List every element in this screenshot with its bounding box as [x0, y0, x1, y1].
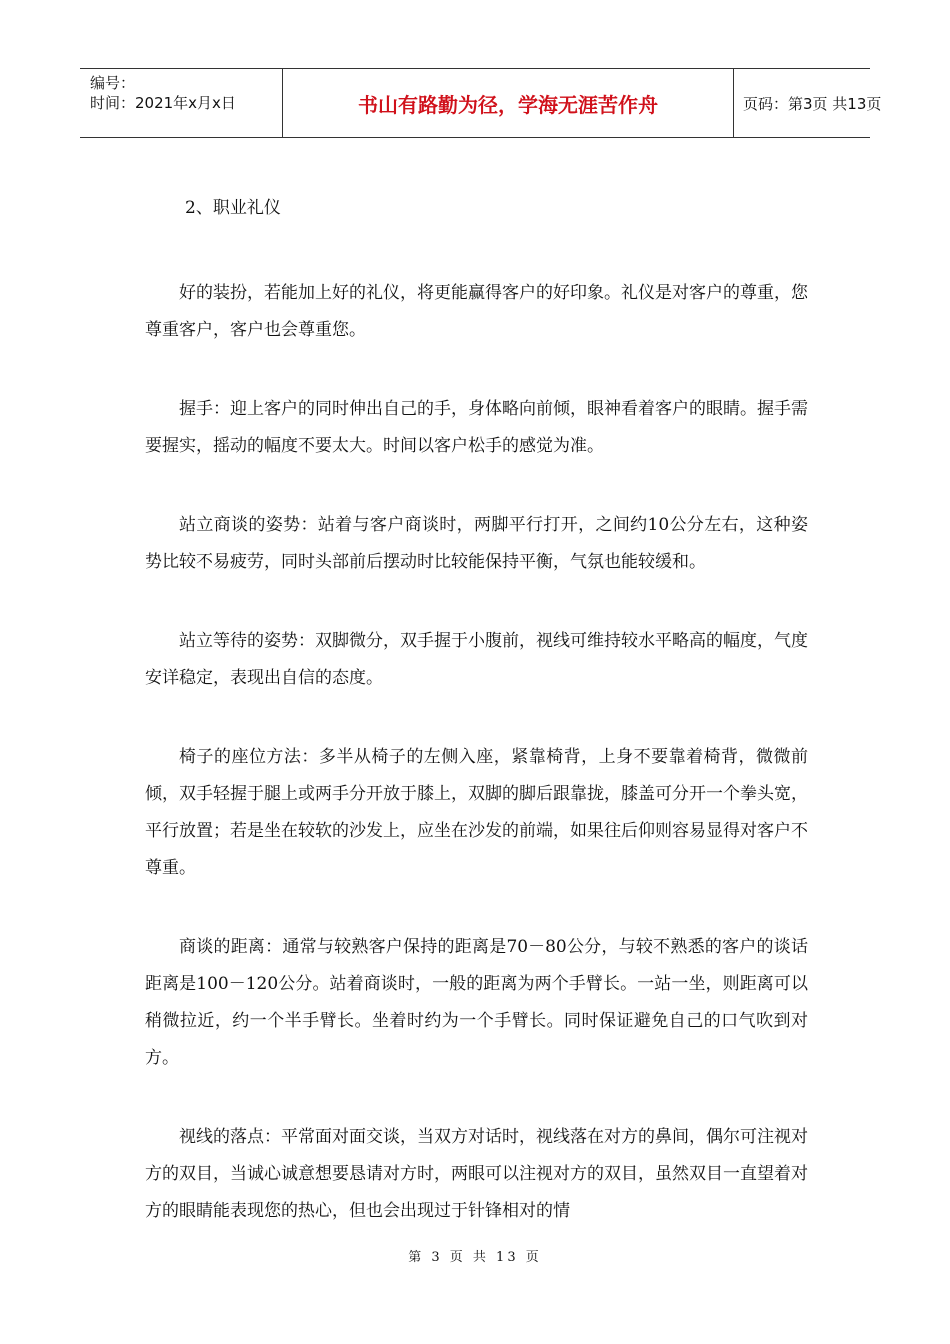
- document-body: [145, 190, 808, 1272]
- paragraph-standing-wait: 站立等待的姿势：双脚微分，双手握于小腹前，视线可维持较水平略高的幅度，气度安详稳定，表现出自信的态度。: [145, 631, 808, 688]
- document-date-label: 时间：2021年x月x日: [90, 94, 236, 112]
- header-motto: 书山有路勤为径，学海无涯苦作舟: [282, 69, 734, 137]
- section-heading: 2、职业礼仪: [185, 198, 281, 218]
- paragraph-eye-contact: 视线的落点：平常面对面交谈，当双方对话时，视线落在对方的鼻间，偶尔可注视对方的双目，当诚心诚意想要恳请对方时，两眼可以注视对方的双目，虽然双目一直望着对方的眼睛能表现您的热心，但也会出现过于针锋相对的情: [145, 1127, 808, 1221]
- header-right-cell: [733, 69, 882, 137]
- page-header: [80, 68, 882, 138]
- page-footer: 第 3 页 共 13 页: [408, 1250, 542, 1265]
- header-page-label: 页码：第3页 共13页: [743, 94, 882, 113]
- header-left-cell: [80, 69, 282, 137]
- paragraph-distance: 商谈的距离：通常与较熟客户保持的距离是70－80公分，与较不熟悉的客户的谈话距离是100－120公分。站着商谈时，一般的距离为两个手臂长。一站一坐，则距离可以稍微拉近，约一个半手臂长。坐着时约为一个手臂长。同时保证避免自己的口气吹到对方。: [145, 937, 808, 1068]
- paragraph-seating: 椅子的座位方法：多半从椅子的左侧入座，紧靠椅背，上身不要靠着椅背，微微前倾，双手轻握于腿上或两手分开放于膝上，双脚的脚后跟靠拢，膝盖可分开一个拳头宽，平行放置；若是坐在较软的沙发上，应坐在沙发的前端，如果往后仰则容易显得对客户不尊重。: [145, 747, 808, 878]
- paragraph-standing-talk: 站立商谈的姿势：站着与客户商谈时，两脚平行打开，之间约10公分左右，这种姿势比较不易疲劳，同时头部前后摆动时比较能保持平衡，气氛也能较缓和。: [145, 515, 808, 572]
- paragraph-handshake: 握手：迎上客户的同时伸出自己的手，身体略向前倾，眼神看着客户的眼睛。握手需要握实，摇动的幅度不要太大。时间以客户松手的感觉为准。: [145, 399, 808, 456]
- paragraph-intro: 好的装扮，若能加上好的礼仪，将更能赢得客户的好印象。礼仪是对客户的尊重，您尊重客户，客户也会尊重您。: [145, 283, 808, 340]
- document-number-label: 编号：: [90, 74, 136, 92]
